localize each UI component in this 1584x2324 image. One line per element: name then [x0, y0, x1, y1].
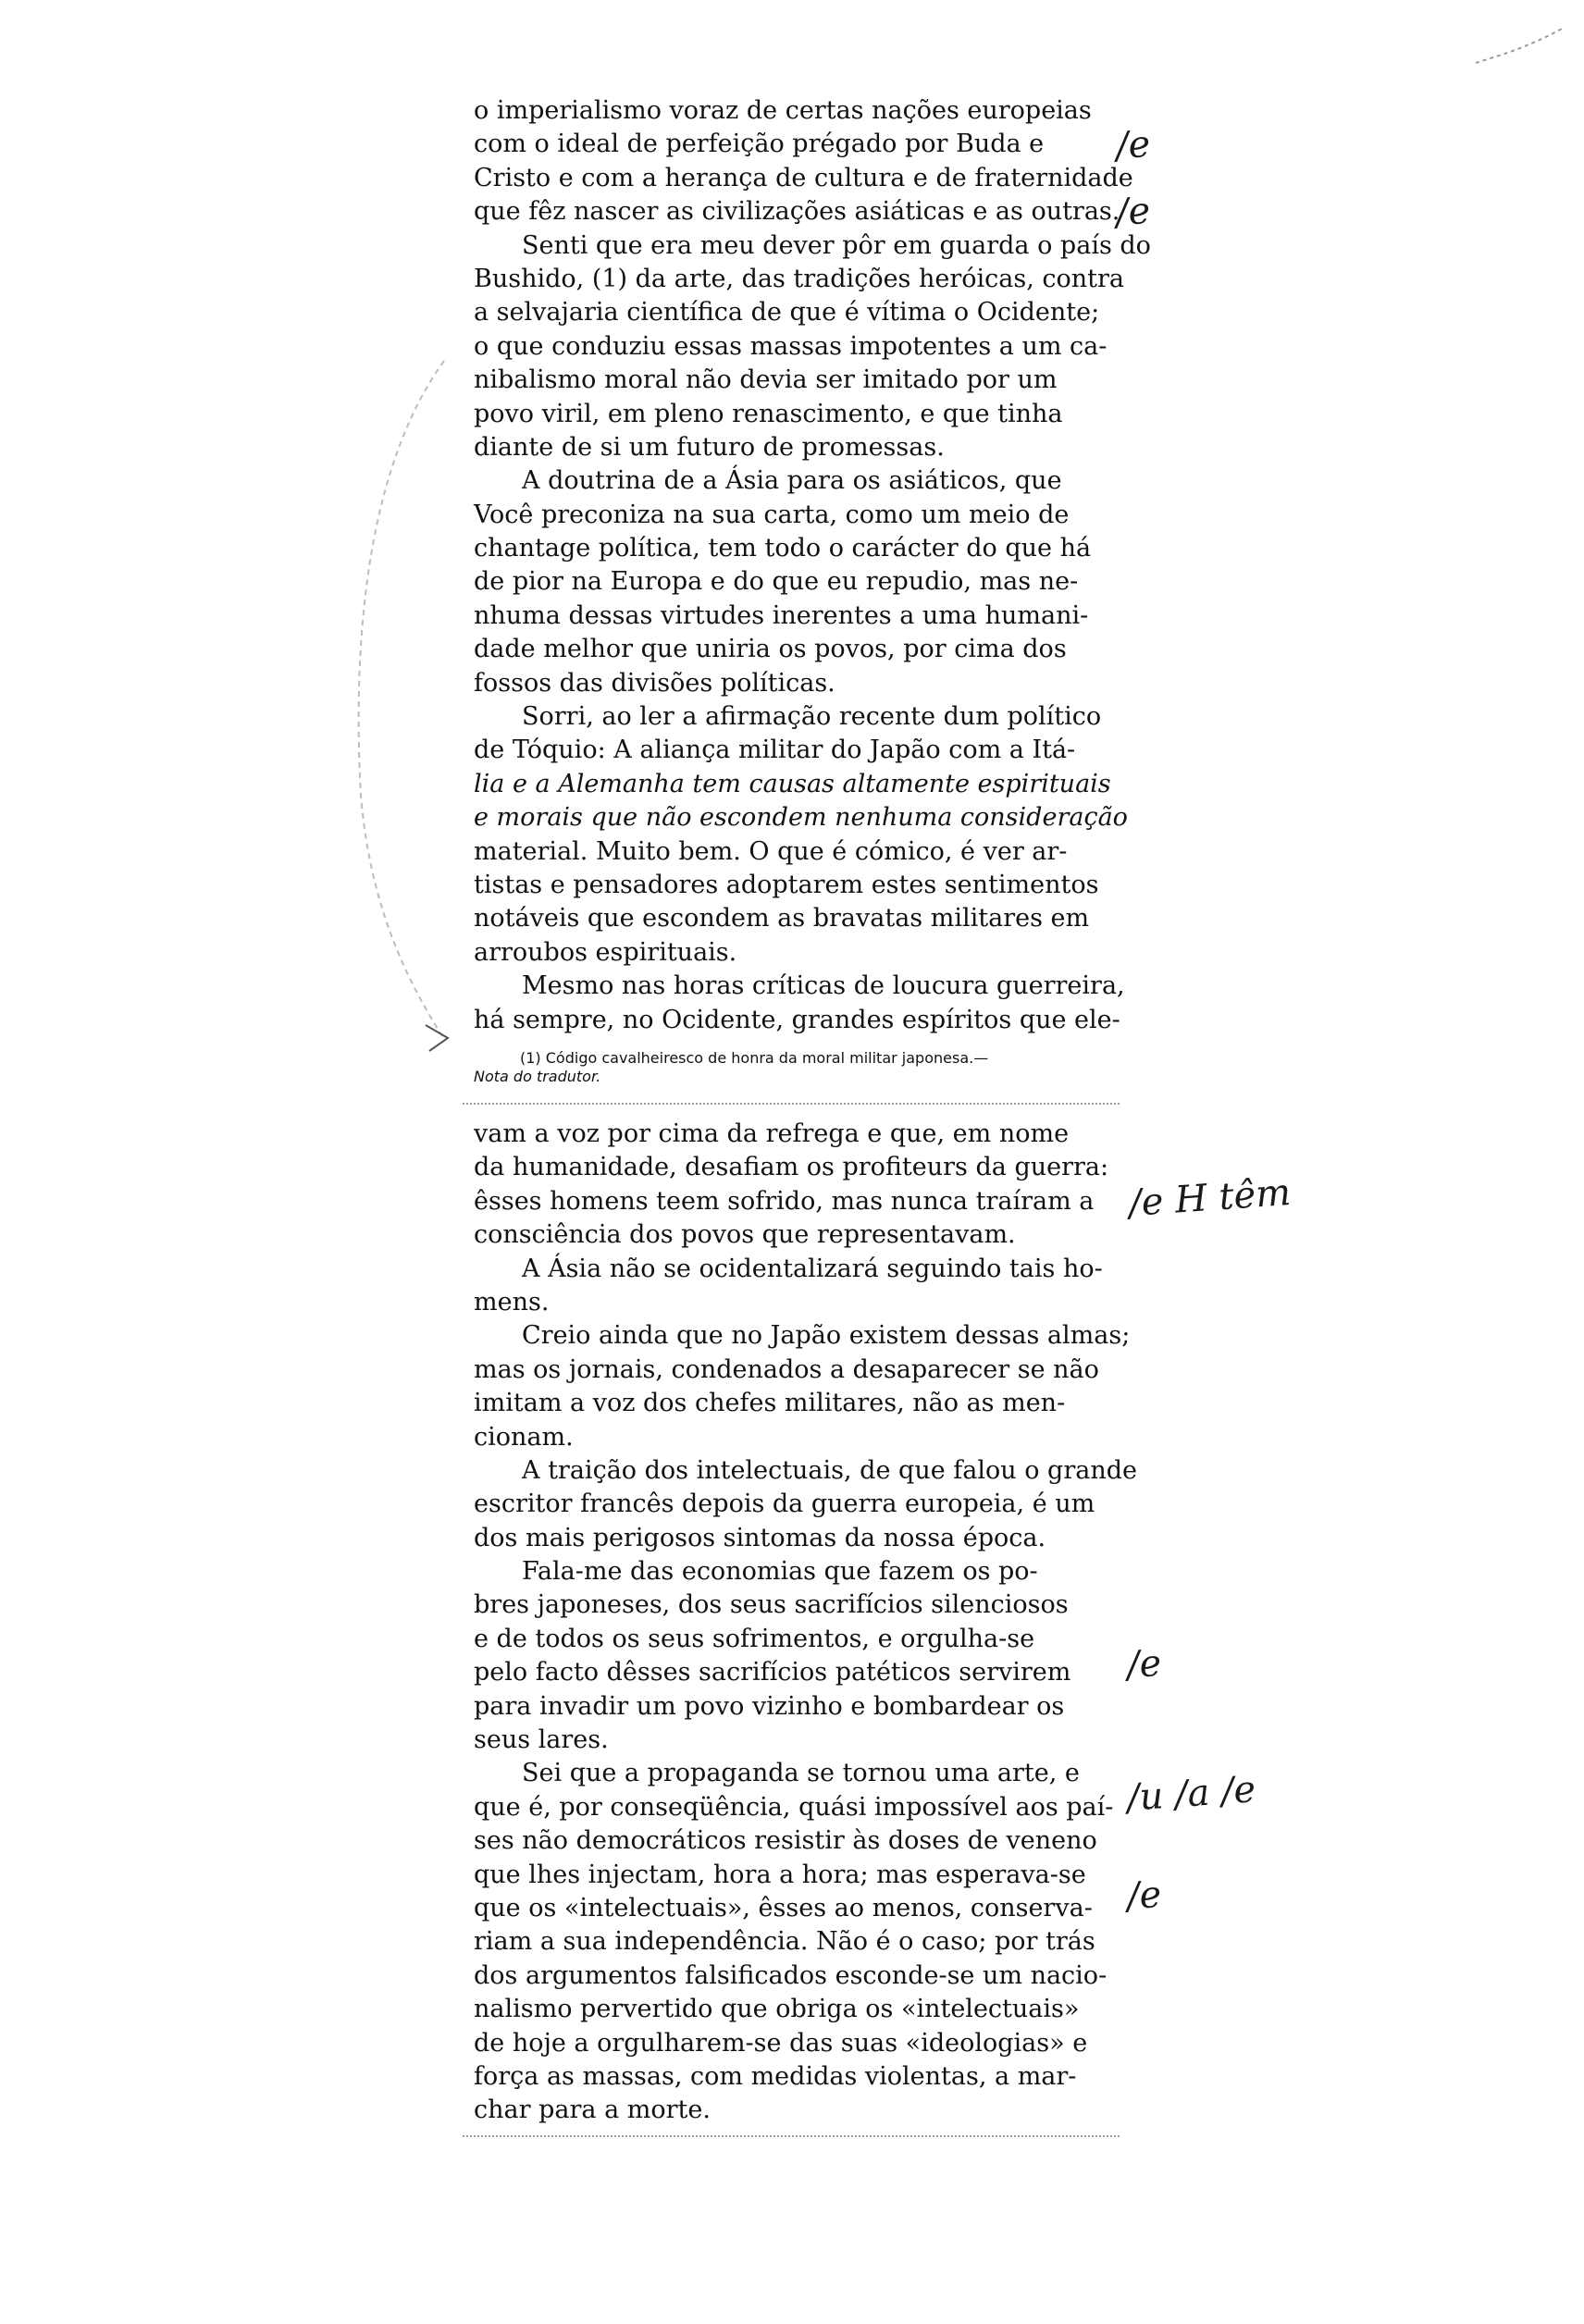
text-line: a selvajaria científica de que é vítima o Ocidente;: [474, 298, 1100, 328]
text-line: riam a sua independência. Não é o caso; por trás: [474, 1927, 1095, 1957]
text-line: diante de si um futuro de promessas.: [474, 432, 945, 462]
text-line: bres japoneses, dos seus sacrifícios silenciosos: [474, 1590, 1069, 1620]
text-line: cionam.: [474, 1422, 574, 1452]
text-line: para invadir um povo vizinho e bombardear os: [474, 1691, 1065, 1721]
text-line: material. Muito bem. O que é cómico, é ver ar-: [474, 836, 1068, 866]
text-column-top: [474, 94, 1151, 1037]
text-line: arroubos espirituais.: [474, 937, 737, 967]
text-line: o que conduziu essas massas impotentes a um ca-: [474, 331, 1108, 361]
text-line: que fêz nascer as civilizações asiáticas e as outras.: [474, 197, 1120, 227]
text-line: seus lares.: [474, 1725, 609, 1755]
text-line: dos mais perigosos sintomas da nossa época.: [474, 1523, 1046, 1552]
text-line: o imperialismo voraz de certas nações europeias: [474, 96, 1092, 125]
margin-annotation: /e: [1114, 122, 1152, 168]
margin-annotation: /e: [1114, 189, 1152, 235]
text-line: tistas e pensadores adoptarem estes sentimentos: [474, 870, 1099, 899]
text-line: pelo facto dêsses sacrifícios patéticos servirem: [474, 1658, 1071, 1687]
text-line: Mesmo nas horas críticas de loucura guerreira,: [522, 971, 1125, 1001]
text-line: A doutrina de a Ásia para os asiáticos, que: [522, 466, 1062, 496]
text-line: Você preconiza na sua carta, como um meio de: [474, 500, 1070, 529]
text-column-bottom: [474, 1118, 1137, 2128]
text-line: Fala-me das economias que fazem os po-: [522, 1557, 1038, 1587]
text-line: consciência dos povos que representavam.: [474, 1220, 1016, 1250]
text-line: chantage política, tem todo o carácter do que há: [474, 534, 1092, 563]
footnote-line: (1) Código cavalheiresco de honra da moral militar japonesa.—: [520, 1049, 989, 1067]
text-line: que lhes injectam, hora a hora; mas esperava-se: [474, 1860, 1086, 1889]
page-divider: [463, 1103, 1120, 1105]
text-line: e de todos os seus sofrimentos, e orgulha-se: [474, 1624, 1035, 1653]
text-line: dade melhor que uniria os povos, por cima dos: [474, 635, 1067, 664]
text-line: de hoje a orgulharem-se das suas «ideologias» e: [474, 2028, 1088, 2058]
text-line: que os «intelectuais», êsses ao menos, conserva-: [474, 1893, 1093, 1922]
text-line: Sorri, ao ler a afirmação recente dum político: [522, 702, 1102, 732]
text-line: lia e a Alemanha tem causas altamente espirituais: [474, 769, 1111, 798]
text-line: povo viril, em pleno renascimento, e que tinha: [474, 399, 1063, 428]
text-line: imitam a voz dos chefes militares, não as men-: [474, 1389, 1066, 1418]
margin-annotation: /e H têm: [1127, 1170, 1293, 1226]
text-line: ses não democráticos resistir às doses de veneno: [474, 1826, 1097, 1856]
text-line: de Tóquio: A aliança militar do Japão com a Itá-: [474, 736, 1076, 765]
text-line: há sempre, no Ocidente, grandes espíritos que ele-: [474, 1005, 1120, 1034]
text-line: da humanidade, desafiam os profiteurs da guerra:: [474, 1153, 1109, 1182]
text-line: vam a voz por cima da refrega e que, em nome: [474, 1119, 1070, 1148]
text-line: nalismo pervertido que obriga os «intelectuais»: [474, 1995, 1080, 2024]
text-line: êsses homens teem sofrido, mas nunca traíram a: [474, 1186, 1095, 1216]
text-line: nhuma dessas virtudes inerentes a uma humani-: [474, 600, 1089, 630]
text-line: escritor francês depois da guerra europeia, é um: [474, 1490, 1095, 1519]
text-line: fossos das divisões políticas.: [474, 668, 835, 698]
text-line: Cristo e com a herança de cultura e de fraternidade: [474, 163, 1133, 192]
text-line: que é, por conseqüência, quási impossível aos paí-: [474, 1792, 1114, 1822]
text-line: notáveis que escondem as bravatas militares em: [474, 904, 1090, 933]
text-line: dos argumentos falsificados esconde-se um nacio-: [474, 1960, 1108, 1990]
footnote: [474, 1049, 1121, 1086]
margin-annotation: /e: [1125, 1873, 1163, 1919]
text-line: mas os jornais, condenados a desaparecer se não: [474, 1354, 1099, 1384]
text-line: Senti que era meu dever pôr em guarda o país do: [522, 230, 1151, 260]
margin-annotation: /u /a /e: [1125, 1768, 1257, 1820]
text-line: nibalismo moral não devia ser imitado por um: [474, 365, 1058, 395]
text-line: de pior na Europa e do que eu repudio, mas ne-: [474, 567, 1079, 597]
text-line: Creio ainda que no Japão existem dessas almas;: [522, 1321, 1131, 1351]
margin-annotation: /e: [1125, 1641, 1163, 1687]
text-line: Bushido, (1) da arte, das tradições heróicas, contra: [474, 264, 1125, 293]
text-line: com o ideal de perfeição prégado por Buda e: [474, 130, 1045, 159]
pencil-scribble-mark: [1471, 19, 1573, 74]
text-line: e morais que não escondem nenhuma consideração: [474, 803, 1128, 833]
text-line: A Ásia não se ocidentalizará seguindo tais ho-: [522, 1254, 1103, 1283]
text-line: A traição dos intelectuais, de que falou o grande: [522, 1455, 1137, 1485]
pencil-bracket-mark: [333, 352, 463, 1055]
footnote-line: Nota do tradutor.: [474, 1068, 601, 1085]
text-line: mens.: [474, 1287, 550, 1317]
text-line: char para a morte.: [474, 2095, 711, 2125]
text-line: Sei que a propaganda se tornou uma arte, e: [522, 1759, 1080, 1788]
page-divider: [463, 2135, 1120, 2137]
text-line: força as massas, com medidas violentas, a mar-: [474, 2061, 1077, 2091]
